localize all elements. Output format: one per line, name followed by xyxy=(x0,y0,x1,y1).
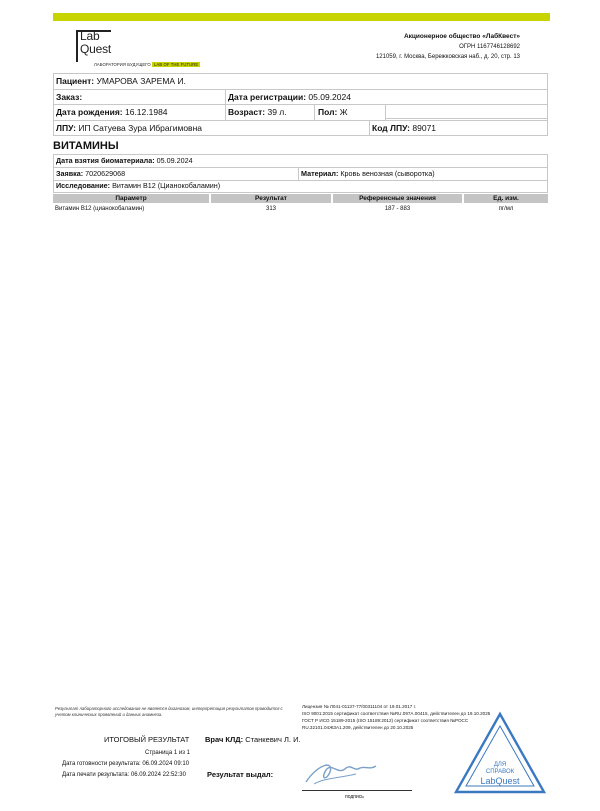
age-row xyxy=(228,105,287,120)
sex-row xyxy=(318,105,348,120)
birth-label: Дата рождения: xyxy=(56,107,123,117)
patient-row xyxy=(56,74,186,89)
age-label: Возраст: xyxy=(228,107,266,117)
page-counter: Страница 1 из 1 xyxy=(145,750,190,756)
signature-scribble xyxy=(300,756,380,788)
ready-date: Дата готовности результата: 06.09.2024 09:10 xyxy=(62,761,190,767)
doctor-row xyxy=(205,734,301,746)
license-line-1: Лицензия № Л041-01137-77/00311104 от 19.01.2017 г. xyxy=(302,704,416,709)
logo-line-1: Lab xyxy=(80,29,100,43)
stamp-mid-text: СПРАВОК xyxy=(485,769,515,775)
tagline-en: LAB OF THE FUTURE xyxy=(154,62,199,67)
lpu-value: ИП Сатуева Зура Ибрагимовна xyxy=(78,123,202,133)
license-line-3: ГОСТ Р ИСО 15189-2015 (ISO 15189:2012) сертификат соответствия №РОСС xyxy=(302,718,469,723)
logo-tagline xyxy=(94,62,200,67)
sex-value: Ж xyxy=(339,107,348,117)
table-cell-unit: пг/мл xyxy=(498,206,514,212)
logo-line-2: Quest xyxy=(80,42,112,56)
age-value: 39 л. xyxy=(267,107,287,117)
study-value: Витамин B12 (Цианокобаламин) xyxy=(112,181,221,190)
print-date: Дата печати результата: 06.09.2024 22:52:30 xyxy=(62,772,186,778)
company-address: 121059, г. Москва, Бережковская наб., д. 20, стр. 13 xyxy=(375,54,520,60)
table-cell-parameter: Витамин B12 (цианокобаламин) xyxy=(55,206,145,212)
request-label: Заявка: xyxy=(56,169,84,178)
license-line-4: RU.32101.04ЖЗА1.209, действителен до 20.10.2025 xyxy=(302,725,414,730)
lpu-code-value: 89071 xyxy=(412,123,437,133)
issued-label: Результат выдал: xyxy=(207,770,274,779)
birth-row xyxy=(56,105,168,120)
lpu-code-label: Код ЛПУ: xyxy=(372,123,411,133)
sex-label: Пол: xyxy=(318,107,338,117)
reg-date-label: Дата регистрации: xyxy=(228,92,307,102)
patient-label: Пациент: xyxy=(56,76,95,86)
section-title: ВИТАМИНЫ xyxy=(53,140,119,152)
accent-top-bar xyxy=(53,13,550,21)
table-cell-result: 313 xyxy=(265,206,276,212)
license-line-2: ISO 9001:2015 сертификат соответствия №RU.097A.00415, действителен до 19.10.2025 xyxy=(302,711,491,716)
sample-date-row xyxy=(56,155,193,167)
material-value: Кровь венозная (сыворотка) xyxy=(340,169,435,178)
tagline-ru: ЛАБОРАТОРИЯ БУДУЩЕГО xyxy=(94,62,151,67)
reg-date-value: 05.09.2024 xyxy=(308,92,351,102)
col-header-parameter: Параметр xyxy=(53,194,209,203)
company-name: Акционерное общество «ЛабКвест» xyxy=(403,33,520,40)
company-info xyxy=(376,32,520,62)
col-header-reference: Референсные значения xyxy=(333,194,462,203)
request-value: 7020629068 xyxy=(85,169,126,178)
reg-date-row xyxy=(228,90,351,105)
order-label: Заказ: xyxy=(56,92,83,102)
material-row xyxy=(301,168,435,180)
sample-date-label: Дата взятия биоматериала: xyxy=(56,156,155,165)
signature-line xyxy=(302,790,412,791)
sample-date-value: 05.09.2024 xyxy=(156,156,193,165)
patient-name: УМАРОВА ЗАРЕМА И. xyxy=(96,76,186,86)
doctor-value: Станкевич Л. И. xyxy=(245,735,301,744)
material-label: Материал: xyxy=(301,169,339,178)
lpu-row xyxy=(56,121,202,136)
request-row xyxy=(56,168,125,180)
col-header-unit: Ед. изм. xyxy=(464,194,548,203)
table-cell-reference: 187 - 883 xyxy=(384,206,411,212)
company-ogrn: ОГРН 1167746128692 xyxy=(459,44,520,50)
stamp-top-text: ДЛЯ xyxy=(493,762,507,768)
study-row xyxy=(56,180,220,192)
lpu-label: ЛПУ: xyxy=(56,123,76,133)
study-label: Исследование: xyxy=(56,181,111,190)
doctor-label: Врач КЛД: xyxy=(205,735,244,744)
col-header-result: Результат xyxy=(211,194,331,203)
labquest-stamp xyxy=(452,710,548,798)
signature-caption: подпись xyxy=(345,794,364,800)
order-row xyxy=(56,90,82,105)
final-result-label: ИТОГОВЫЙ РЕЗУЛЬТАТ xyxy=(104,735,190,744)
stamp-brand-text: LabQuest xyxy=(480,776,520,786)
lpu-code-row xyxy=(372,121,436,136)
disclaimer-text: Результат лабораторного исследования не является диагнозом, интерпретация результатов проводится с учетом клинических проявлений и данных анамнеза. xyxy=(55,706,283,717)
birth-value: 16.12.1984 xyxy=(124,107,168,117)
labquest-logo xyxy=(80,30,111,56)
